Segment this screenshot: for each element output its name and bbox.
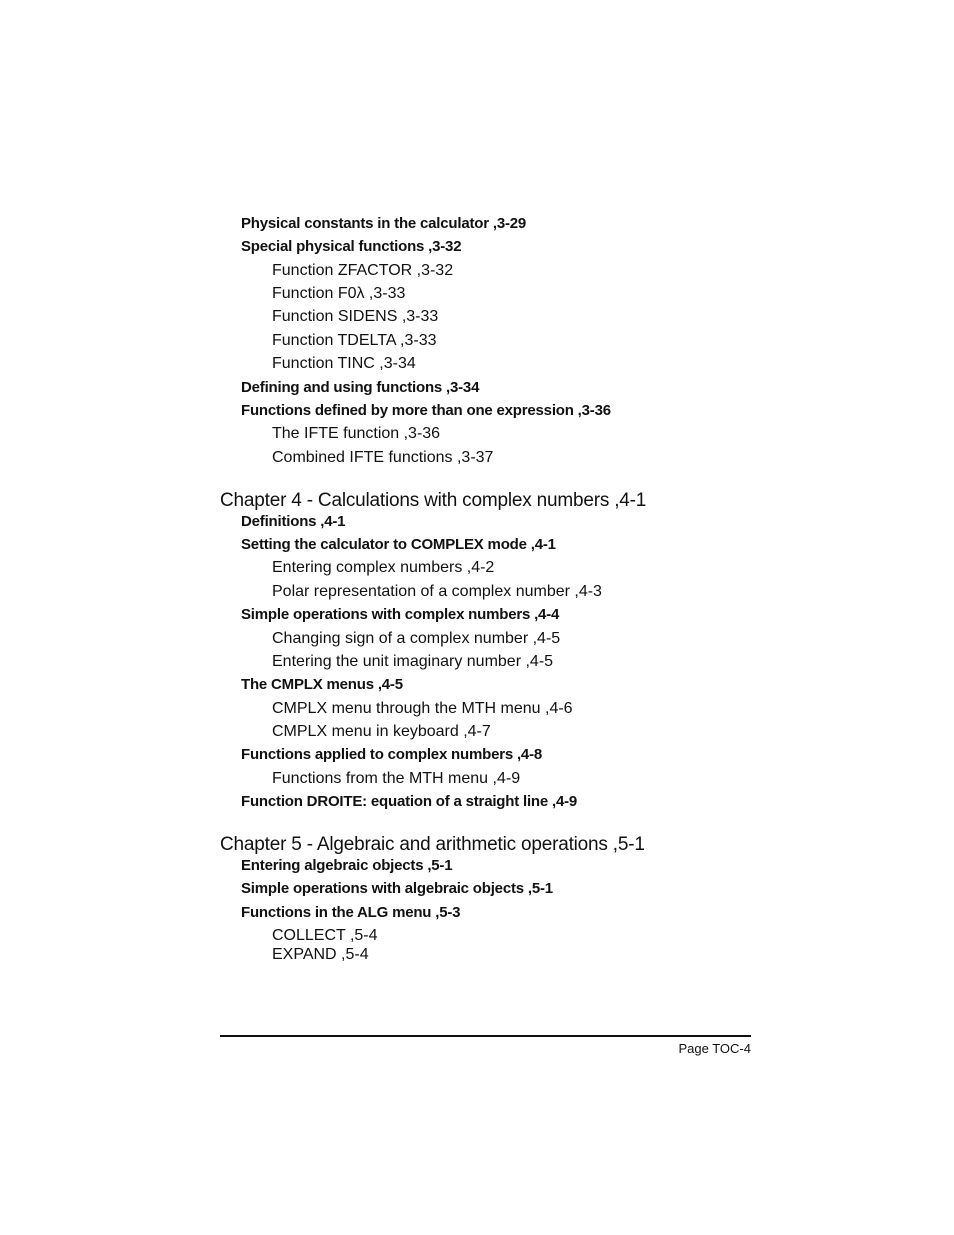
toc-subsection-entry: Changing sign of a complex number ,4-5 — [272, 630, 561, 647]
toc-section-entry: Functions defined by more than one expression ,3-36 — [241, 402, 611, 419]
toc-subsection-entry: Entering complex numbers ,4-2 — [272, 559, 495, 576]
toc-section-entry: Entering algebraic objects ,5-1 — [241, 857, 453, 874]
toc-subsection-entry: Function F0λ ,3-33 — [272, 285, 406, 302]
toc-section-entry: Definitions ,4-1 — [241, 513, 346, 530]
footer-divider — [220, 1035, 751, 1037]
toc-subsection-entry: CMPLX menu through the MTH menu ,4-6 — [272, 700, 573, 717]
toc-chapter-heading: Chapter 4 - Calculations with complex numbers ,4-1 — [220, 490, 647, 511]
page-number: Page TOC-4 — [678, 1041, 751, 1056]
toc-section-entry: Defining and using functions ,3-34 — [241, 379, 480, 396]
toc-section-entry: Physical constants in the calculator ,3-29 — [241, 215, 527, 232]
toc-section-entry: Simple operations with complex numbers ,4-4 — [241, 606, 560, 623]
toc-section-entry: Setting the calculator to COMPLEX mode ,4-1 — [241, 536, 556, 553]
toc-subsection-entry: Polar representation of a complex number ,4-3 — [272, 583, 602, 600]
toc-chapter-heading: Chapter 5 - Algebraic and arithmetic operations ,5-1 — [220, 834, 645, 855]
toc-subsection-entry: EXPAND ,5-4 — [272, 946, 369, 963]
toc-section-entry: The CMPLX menus ,4-5 — [241, 676, 403, 693]
toc-subsection-entry: Function SIDENS ,3-33 — [272, 308, 439, 325]
toc-subsection-entry: Function ZFACTOR ,3-32 — [272, 262, 454, 279]
toc-section-entry: Simple operations with algebraic objects ,5-1 — [241, 880, 553, 897]
toc-subsection-entry: CMPLX menu in keyboard ,4-7 — [272, 723, 491, 740]
toc-subsection-entry: Functions from the MTH menu ,4-9 — [272, 770, 521, 787]
toc-section-entry: Functions in the ALG menu ,5-3 — [241, 904, 461, 921]
toc-subsection-entry: Entering the unit imaginary number ,4-5 — [272, 653, 554, 670]
toc-section-entry: Special physical functions ,3-32 — [241, 238, 462, 255]
toc-subsection-entry: The IFTE function ,3-36 — [272, 425, 441, 442]
toc-subsection-entry: Function TDELTA ,3-33 — [272, 332, 437, 349]
toc-subsection-entry: COLLECT ,5-4 — [272, 927, 378, 944]
toc-section-entry: Functions applied to complex numbers ,4-8 — [241, 746, 543, 763]
toc-section-entry: Function DROITE: equation of a straight line ,4-9 — [241, 793, 578, 810]
toc-subsection-entry: Function TINC ,3-34 — [272, 355, 416, 372]
toc-subsection-entry: Combined IFTE functions ,3-37 — [272, 449, 494, 466]
